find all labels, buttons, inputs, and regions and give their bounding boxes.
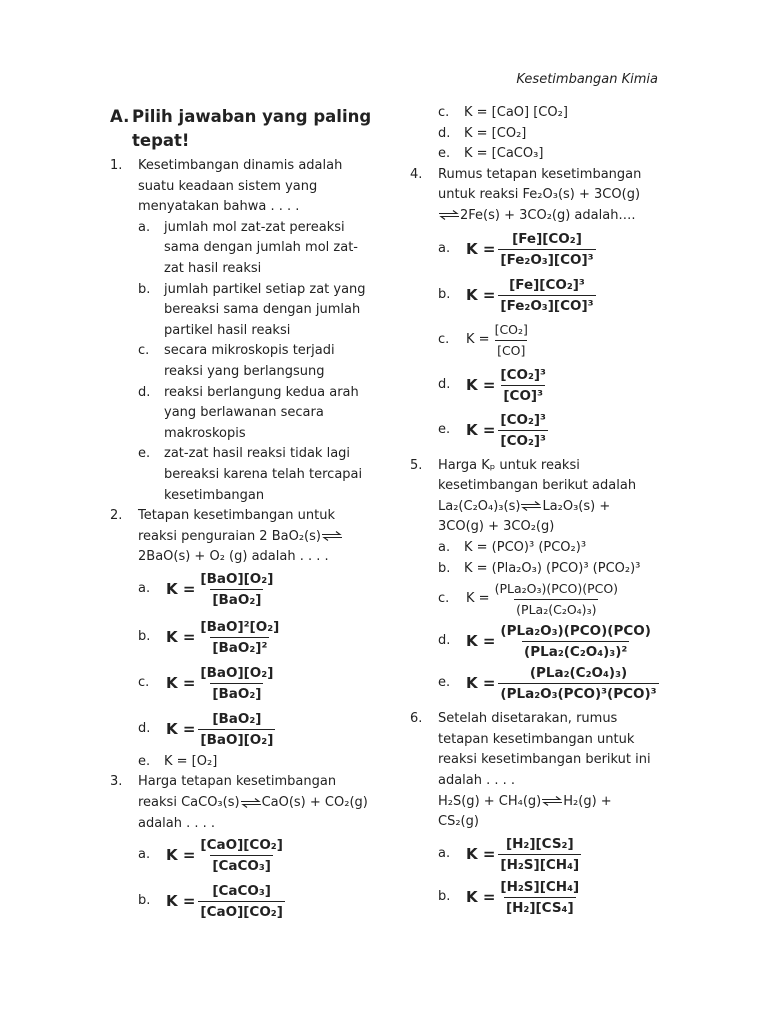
option-b[interactable]: b. K = $\frac{\text{[H₂S][CH₄]}}{\text{[H₂][CS₄]}}$ — [438, 878, 580, 916]
option-a[interactable]: a. K = (PCO)³ (PCO₂)³ — [438, 539, 587, 555]
option-d[interactable]: d. K = $\frac{\text{(PLa₂O₃)(PCO)(PCO)}}{\text{(PLa₂(C₂O₄)₃)²}}$ — [438, 623, 651, 661]
fraction: $\frac{\text{[Fe][CO₂]³}}{\text{[Fe₂O₃][CO]³}}$ — [500, 276, 594, 314]
fraction: $\frac{\text{[BaO₂]}}{\text{[BaO][O₂]}}$ — [200, 710, 274, 748]
fraction: $\frac{\text{[BaO]²[O₂]}}{\text{[BaO₂]²}}$ — [200, 618, 280, 656]
question-number: 2. — [110, 508, 123, 524]
equilibrium-arrow-icon — [321, 531, 343, 541]
option-c[interactable]: c. K = [CaO] [CO₂] — [438, 105, 568, 120]
option-e[interactable]: e. K = [CaCO₃] — [438, 146, 544, 162]
option-a[interactable]: a. jumlah mol zat-zat pereaksi sama dengan jumlah mol zat-zat hasil reaksi — [138, 219, 358, 276]
page-header: Kesetimbangan Kimia — [516, 72, 658, 87]
question-4 — [410, 165, 672, 450]
option-b[interactable]: b. K = $\frac{\text{[BaO]²[O₂]}}{\text{[BaO₂]²}}$ — [138, 618, 280, 656]
option-d[interactable]: d. reaksi berlangung kedua arah yang berlawanan secara makroskopis — [138, 384, 359, 441]
question-1 — [110, 156, 372, 506]
option-b[interactable]: b. K = $\frac{\text{[Fe][CO₂]³}}{\text{[Fe₂O₃][CO]³}}$ — [438, 276, 594, 314]
question-text: Setelah disetarakan, rumus tetapan kesetimbangan untuk reaksi kesetimbangan berikut ini adalah . . . . H₂S(g) + CH₄(g) H₂(g) + CS₂(g) — [438, 711, 651, 830]
option-a[interactable]: a. K = $\frac{\text{[H₂][CS₂]}}{\text{[H₂S][CH₄]}}$ — [438, 835, 580, 873]
question-text: Harga Kₚ untuk reaksi kesetimbangan berikut adalah La₂(C₂O₄)₃(s) La₂O₃(s) + 3CO(g) + 3CO₂(g) — [438, 457, 637, 535]
equilibrium-arrow-icon — [438, 210, 460, 220]
equilibrium-arrow-icon — [240, 798, 262, 808]
question-number: 6. — [410, 711, 423, 727]
option-d[interactable]: d. K = [CO₂] — [438, 125, 527, 141]
option-b[interactable]: b. jumlah partikel setiap zat yang bereaksi sama dengan jumlah partikel hasil reaksi — [138, 281, 366, 338]
option-e[interactable]: e. K = $\frac{\text{[CO₂]³}}{\text{[CO₂]³}}$ — [438, 411, 546, 449]
option-e[interactable]: e. zat-zat hasil reaksi tidak lagi bereaksi karena telah tercapai kesetimbangan — [138, 446, 363, 503]
question-text: Tetapan kesetimbangan untuk reaksi penguraian 2 BaO₂(s) 2BaO(s) + O₂ (g) adalah . . . . — [138, 506, 372, 568]
fraction: $\frac{\text{[CaCO₃]}}{\text{[CaO][CO₂]}}$ — [200, 883, 283, 921]
option-e[interactable]: e. K = [O₂] — [138, 753, 218, 769]
option-b[interactable]: b. K = $\frac{\text{[CaCO₃]}}{\text{[CaO][CO₂]}}$ — [138, 883, 283, 921]
fraction: $\frac{\text{[BaO][O₂]}}{\text{[BaO₂]}}$ — [200, 570, 274, 608]
option-c[interactable]: c. K = $\frac{\text{(PLa₂O₃)(PCO)(PCO)}}{\text{(PLa₂(C₂O₄)₃)}}$ — [438, 581, 619, 618]
question-6 — [410, 709, 672, 917]
question-text: Kesetimbangan dinamis adalah suatu keadaan sistem yang menyatakan bahwa . . . . — [138, 158, 343, 215]
equilibrium-arrow-icon — [541, 796, 563, 806]
fraction: $\frac{\text{[CO₂]}}{[CO]}$ — [494, 321, 528, 358]
fraction: $\frac{\text{[CaO][CO₂]}}{\text{[CaCO₃]}}$ — [200, 837, 283, 875]
right-column — [410, 103, 672, 917]
question-3-continued — [410, 103, 672, 165]
question-number: 4. — [410, 166, 423, 182]
fraction: $\frac{\text{[CO₂]³}}{\text{[CO]³}}$ — [500, 366, 546, 404]
option-e[interactable]: e. K = $\frac{\text{(PLa₂(C₂O₄)₃)}}{\text{(PLa₂O₃(PCO)³(PCO)³}}$ — [438, 665, 657, 703]
fraction: $\frac{\text{[H₂][CS₂]}}{\text{[H₂S][CH₄]}}$ — [500, 835, 580, 873]
left-column — [110, 105, 372, 921]
section-heading: Pilih jawaban yang paling tepat! — [132, 107, 372, 150]
fraction: $\frac{\text{(PLa₂O₃)(PCO)(PCO)}}{\text{(PLa₂(C₂O₄)₃)}}$ — [494, 581, 619, 618]
option-a[interactable]: a. K = $\frac{\text{[CaO][CO₂]}}{\text{[CaCO₃]}}$ — [138, 837, 283, 875]
option-b[interactable]: b. K = (Pla₂O₃) (PCO)³ (PCO₂)³ — [438, 560, 641, 576]
question-number: 3. — [110, 774, 123, 790]
option-c[interactable]: c. secara mikroskopis terjadi reaksi yang berlangsung — [138, 343, 335, 379]
question-2 — [110, 506, 372, 772]
option-d[interactable]: d. K = $\frac{\text{[BaO₂]}}{\text{[BaO][O₂]}}$ — [138, 710, 274, 748]
fraction: $\frac{\text{[Fe][CO₂]}}{\text{[Fe₂O₃][CO]³}}$ — [500, 230, 594, 268]
fraction: $\frac{\text{[H₂S][CH₄]}}{\text{[H₂][CS₄]}}$ — [500, 878, 580, 916]
equilibrium-arrow-icon — [520, 501, 542, 511]
question-text: Harga tetapan kesetimbangan reaksi CaCO₃(s) CaO(s) + CO₂(g) adalah . . . . — [138, 774, 368, 831]
question-3 — [110, 772, 372, 921]
fraction: $\frac{\text{[BaO][O₂]}}{\text{[BaO₂]}}$ — [200, 664, 274, 702]
section-title — [110, 105, 372, 153]
fraction: $\frac{\text{[CO₂]³}}{\text{[CO₂]³}}$ — [500, 411, 546, 449]
question-text: Rumus tetapan kesetimbangan untuk reaksi Fe₂O₃(s) + 3CO(g) 2Fe(s) + 3CO₂(g) adalah…. — [438, 166, 642, 223]
fraction: $\frac{\text{(PLa₂(C₂O₄)₃)}}{\text{(PLa₂O₃(PCO)³(PCO)³}}$ — [500, 665, 657, 703]
section-label: A. — [110, 107, 130, 126]
option-a[interactable]: a. K = $\frac{\text{[BaO][O₂]}}{\text{[BaO₂]}}$ — [138, 570, 274, 608]
question-number: 5. — [410, 457, 423, 473]
fraction: $\frac{\text{(PLa₂O₃)(PCO)(PCO)}}{\text{(PLa₂(C₂O₄)₃)²}}$ — [500, 623, 651, 661]
option-a[interactable]: a. K = $\frac{\text{[Fe][CO₂]}}{\text{[Fe₂O₃][CO]³}}$ — [438, 230, 594, 268]
option-c[interactable]: c. K = $\frac{\text{[CO₂]}}{[CO]}$ — [438, 321, 528, 358]
option-c[interactable]: c. K = $\frac{\text{[BaO][O₂]}}{\text{[BaO₂]}}$ — [138, 664, 274, 702]
option-d[interactable]: d. K = $\frac{\text{[CO₂]³}}{\text{[CO]³}}$ — [438, 366, 546, 404]
question-5 — [410, 456, 672, 704]
question-number: 1. — [110, 158, 123, 173]
